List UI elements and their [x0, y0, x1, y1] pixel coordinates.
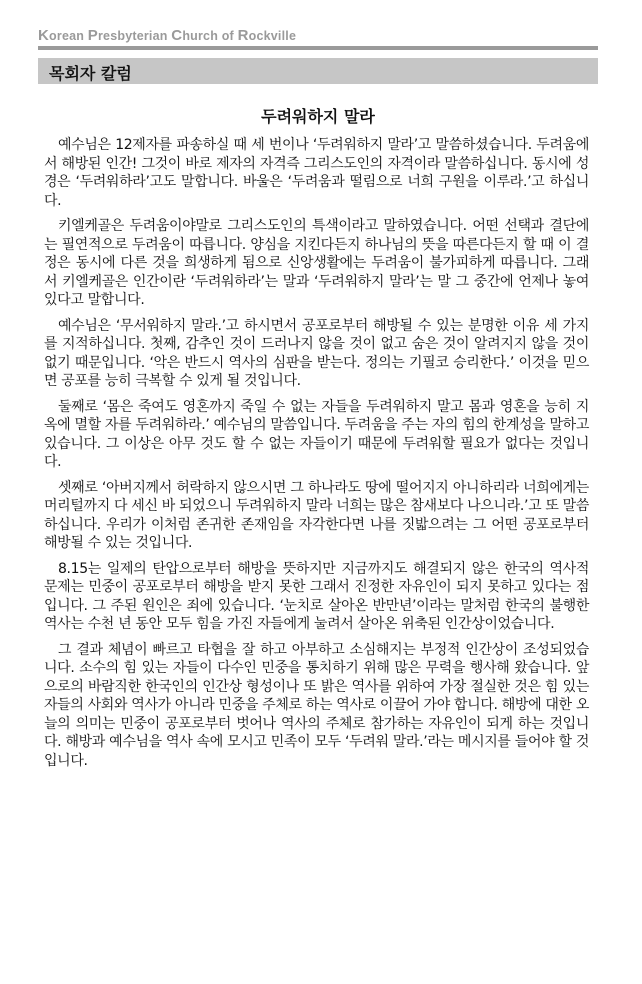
church-name-word: Presbyterian [87, 27, 172, 44]
section-title: 목회자 칼럼 [49, 64, 132, 83]
article-paragraph: 셋째로 ‘아버지께서 허락하지 않으시면 그 하나라도 땅에 떨어지지 아니하리라 너희에게는 머리털까지 다 세신 바 되었으니 두려워하지 말라 너희는 많은 참새보다 나으니라.’고 또 말씀하십니다. 우리가 이처럼 존귀한 존재임을 자각한다면 나를 짓밟으려는 그 어떤 공포로부터 해방될 수 있는 것입니다. [44, 479, 589, 551]
article-paragraph: 예수님은 ‘무서워하지 말라.’고 하시면서 공포로부터 해방될 수 있는 분명한 이유 세 가지를 지적하십니다. 첫째, 감추인 것이 드러나지 않을 것이 없고 숨은 것이 알려지지 않을 것이 없기 때문입니다. ‘악은 반드시 역사의 심판을 받는다. 정의는 기필코 승리한다.’ 이것을 믿으면 공포를 능히 극복할 수 있게 될 것입니다. [44, 317, 589, 389]
church-name-word: Church of [171, 27, 238, 44]
section-header-bar [38, 58, 598, 84]
church-name-word: Rockville [237, 27, 297, 44]
article-paragraph: 예수님은 12제자를 파송하실 때 세 번이나 ‘두려워하지 말라’고 말씀하셨습니다. 두려움에서 해방된 인간! 그것이 바로 제자의 자격즉 그리스도인의 자격이라 말씀하십니다. 동시에 성경은 ‘두려워하라’고도 말합니다. 바울은 ‘두려움과 떨림으로 너희 구원을 이루라.’고 하십니다. [44, 137, 589, 209]
article-paragraph: 둘째로 ‘몸은 죽여도 영혼까지 죽일 수 없는 자들을 두려워하지 말고 몸과 영혼을 능히 지옥에 멸할 자를 두려워하라.’ 예수님의 말씀입니다. 두려움을 주는 자의 힘의 한계성을 말하고 있습니다. 그 이상은 아무 것도 할 수 없는 자들이기 때문에 두려워할 필요가 없다는 것입니다. [44, 398, 589, 470]
article-paragraph: 그 결과 체념이 빠르고 타협을 잘 하고 아부하고 소심해지는 부정적 인간상이 조성되었습니다. 소수의 힘 있는 자들이 다수인 민중을 통치하기 위해 많은 무력을 행사해 왔습니다. 앞으로의 바람직한 한국인의 인간상 형성이나 또 밝은 역사를 위하여 가장 절실한 것은 힘 있는 자들의 사회와 역사가 아니라 민중을 주체로 하는 역사로 이끌어 가야 합니다. 해방에 대한 오늘의 의미는 민중이 공포로부터 벗어나 역사의 주체로 참가하는 자유인이 되게 하는 것입니다. 해방과 예수님을 역사 속에 모시고 민족이 모두 ‘두려워 말라.’라는 메시지를 들어야 할 것입니다. [44, 641, 589, 769]
article-paragraph: 키엘케골은 두려움이야말로 그리스도인의 특색이라고 말하였습니다. 어떤 선택과 결단에는 필연적으로 두려움이 따릅니다. 양심을 지킨다든지 하나님의 뜻을 따른다든지 할 때 이 결정은 동시에 다른 것을 희생하게 됨으로 신앙생활에는 두려움이 불가피하게 따릅니다. 그래서 키엘케골은 인간이란 ‘두려워하라’는 말과 ‘두려워하지 말라’는 말 그 중간에 언제나 놓여있다고 말합니다. [44, 218, 589, 308]
church-name-word: Korean [38, 27, 88, 44]
header-divider [38, 46, 598, 50]
article-paragraph: 8.15는 일제의 탄압으로부터 해방을 뜻하지만 지금까지도 해결되지 않은 한국의 역사적 문제는 민중이 공포로부터 해방을 받지 못한 그래서 진정한 자유인이 되지 못하고 있다는 점입니다. 그 주된 원인은 죄에 있습니다. ‘눈치로 살아온 반만년’이라는 말처럼 한국의 불행한 역사는 수천 년 동안 모두 힘을 가진 자들에게 눌려서 살아온 위축된 인간상이었습니다. [44, 560, 589, 632]
article-body [44, 136, 589, 777]
church-name-masthead [38, 27, 598, 44]
article-title: 두려워하지 말라 [261, 107, 375, 126]
